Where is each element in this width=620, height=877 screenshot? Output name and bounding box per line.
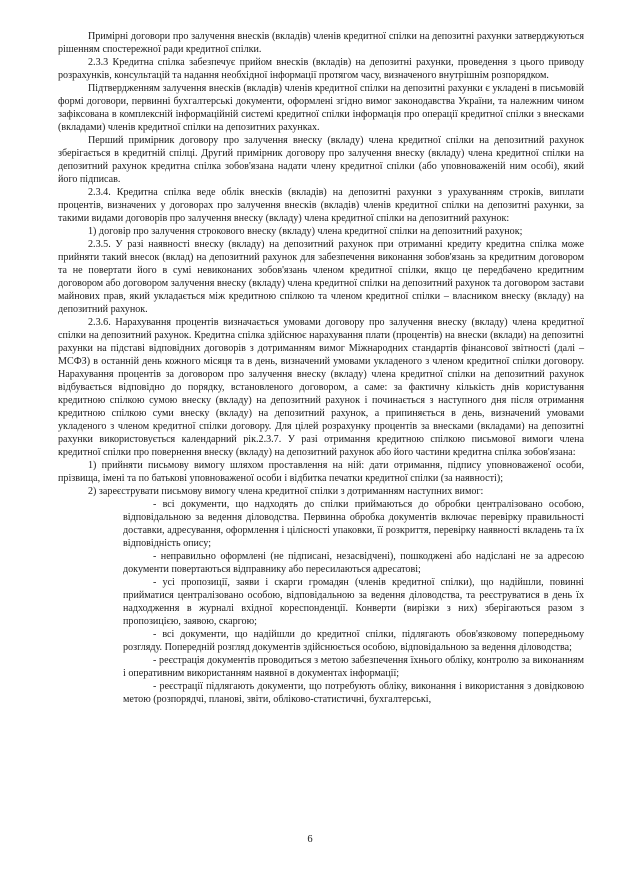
- bullet-item: - всі документи, що надійшли до кредитної спілки, підлягають обов'язковому попередньому розгляду. Попередній розгляд документів здійснюється особою, відповідальною за ведення діловодства;: [123, 629, 584, 653]
- list-item: 2) зареєструвати письмову вимогу члена кредитної спілки з дотриманням наступних вимог:: [88, 486, 484, 497]
- paragraph: 1) договір про залучення строкового внеску (вкладу) члена кредитної спілки на депозитний рахунок;: [88, 226, 523, 237]
- paragraph: 2.3.5. У разі наявності внеску (вкладу) на депозитний рахунок при отриманні кредиту кредитна спілка може прийняти такий внесок (вклад) на депозитний рахунок для забезпечення виконання зобов'язань за кредитним договором та не повертати його в сумі невиконаних зобов'язань членом кредитної спілки, якщо це передбачено кредитним договором або договором залучення внеску (вкладу) члена кредитної спілки на депозитний рахунок та договором застави майнових прав, який укладається між кредитною спілкою та членом кредитної спілки – власником внеску (вкладу) на депозитний рахунок.: [58, 239, 584, 315]
- paragraph: Підтвердженням залучення внесків (вкладів) членів кредитної спілки на депозитні рахунки є укладені в письмовій формі договори, первинні бухгалтерські документи, оформлені згідно вимог законодавства України, та належним чином зафіксована в комплексній інформаційній системі кредитної спілки інформація про операції кредитної спілки з внесками (вкладами) членів кредитної спілки на депозитних рахунках.: [58, 83, 584, 133]
- list-item: 1) прийняти письмову вимогу шляхом проставлення на ній: дати отримання, підпису уповноваженої особи, прізвища, імені та по батькові уповноваженої особи і відбитка печатки кредитної спілки (за наявності);: [58, 460, 584, 484]
- document-page: [58, 30, 584, 706]
- bullet-item: - усі пропозиції, заяви і скарги громадян (членів кредитної спілки), що надійшли, повинні прийматися централізовано особою, відповідальною за ведення діловодства, та реєструватися в день їх надходження в журналі вхідної кореспонденції. Конверти (вирізки з них) зберігаються разом з пропозицією, заявою, скаргою;: [123, 577, 584, 627]
- bullet-item: - реєстрації підлягають документи, що потребують обліку, виконання і використання з довідковою метою (розпорядчі, планові, звіти, обліково-статистичні, бухгалтерські,: [123, 681, 584, 705]
- paragraph: 2.3.6. Нарахування процентів визначається умовами договору про залучення внеску (вкладу) члена кредитної спілки на депозитний рахунок. Кредитна спілка здійснює нарахування плати (процентів) на внески (вклади) на депозитні рахунки на підставі відповідних договорів з дотриманням вимог Міжнародних стандартів фінансової звітності (далі – МСФЗ) в останній день кожного місяця та в день, визначений умовами укладеного з членом кредитної спілки договору. Нарахування процентів за договором про залучення внеску (вкладу) члена кредитної спілки на депозитний рахунок відбувається відповідно до порядку, встановленого договором, а саме: за фактичну кількість днів користування кредитною спілкою сумою внеску (вкладу) на депозитний рахунок і починається з наступного дня після отримання кредитною спілкою суми внеску (вкладу) на депозитний рахунок, а припиняється в день, визначений умовами укладеного з членом кредитної спілки договору. Для цілей розрахунку процентів за внесками (вкладами) на депозитні рахунки використовується календарний рік.2.3.7. У разі отримання кредитною спілкою письмової вимоги члена кредитної спілки про повернення внеску (вкладу) на депозитний рахунок або його частини кредитна спілка зобов'язана:: [58, 317, 584, 458]
- bullet-item: - всі документи, що надходять до спілки приймаються до обробки централізовано особою, відповідальною за ведення діловодства. Первинна обробка документів включає перевірку правильності доставки, адресування, оформлення і цілісності упаковки, її розкриття, перевірку наявності вкладень та їх відповідність опису;: [123, 499, 584, 549]
- page-number: 6: [307, 834, 313, 845]
- bullet-item: - неправильно оформлені (не підписані, незасвідчені), пошкоджені або надіслані не за адресою документи повертаються відправнику або пересилаються адресатові;: [123, 551, 584, 575]
- bullet-list: [123, 498, 584, 706]
- paragraph: 2.3.4. Кредитна спілка веде облік внесків (вкладів) на депозитні рахунки з урахуванням строків, виплати процентів, визначених у договорах про залучення внесків (вкладів) членів кредитної спілки на депозитні рахунки, за такими видами договорів про залучення внеску (вкладу) члена кредитної спілки на депозитний рахунок:: [58, 187, 584, 224]
- paragraph: Перший примірник договору про залучення внеску (вкладу) члена кредитної спілки на депозитний рахунок зберігається в кредитній спілці. Другий примірник договору про залучення внеску (вкладу) члена кредитної спілки на депозитний рахунок кредитна спілка зобов'язана надати члену кредитної спілки (або уповноваженій ним особі), який його підписав.: [58, 135, 584, 185]
- paragraph: 2.3.3 Кредитна спілка забезпечує прийом внесків (вкладів) на депозитні рахунки, проведення з цього приводу розрахунків, консультацій та надання необхідної інформації протягом часу, визначеного внутрішнім розпорядком.: [58, 57, 584, 81]
- bullet-item: - реєстрація документів проводиться з метою забезпечення їхнього обліку, контролю за виконанням і оперативним використанням наявної в документах інформації;: [123, 655, 584, 679]
- paragraph: Примірні договори про залучення внесків (вкладів) членів кредитної спілки на депозитні рахунки затверджуються рішенням спостережної ради кредитної спілки.: [58, 31, 584, 55]
